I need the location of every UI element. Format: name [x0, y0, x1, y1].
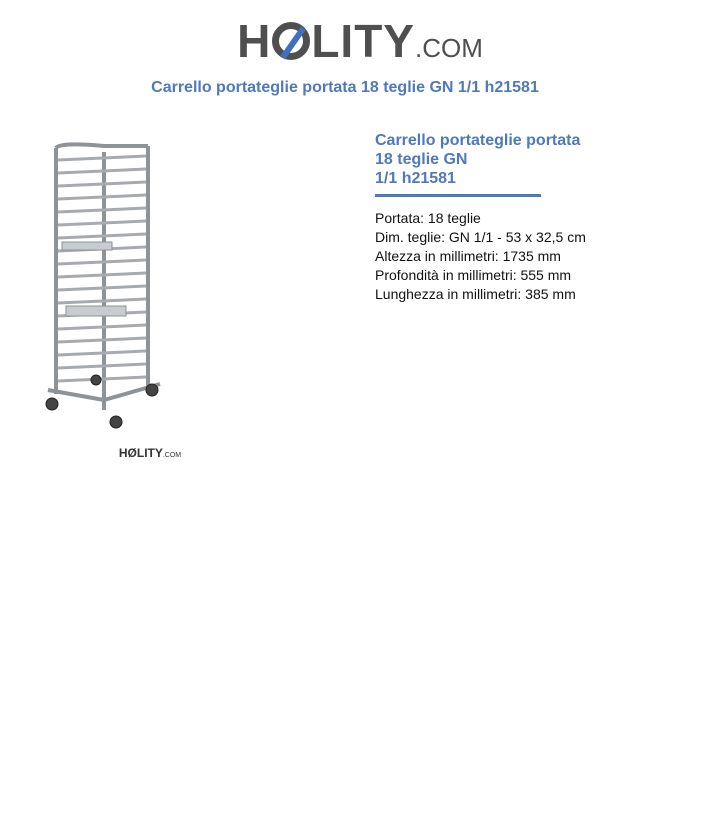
product-detail: [375, 131, 695, 304]
logo-domain: .COM: [415, 33, 483, 63]
spec-length: Lunghezza in millimetri: 385 mm: [375, 286, 576, 302]
page-title: Carrello portateglie portata 18 teglie GN 1/1 h21581: [151, 79, 539, 96]
product-title-line: 18 teglie GN: [375, 151, 468, 168]
small-logo-h: H: [118, 446, 128, 460]
title-divider: [375, 194, 541, 197]
spec-capacity: Portata: 18 teglie: [375, 210, 481, 226]
spec-height: Altezza in millimetri: 1735 mm: [375, 248, 561, 264]
logo-text-lity: LITY: [311, 15, 415, 67]
spec-tray-dimensions: Dim. teglie: GN 1/1 - 53 x 32,5 cm: [375, 229, 586, 245]
logo-text-h: H: [237, 15, 272, 67]
small-logo: [100, 446, 200, 460]
small-logo-o-icon: Ø: [127, 446, 137, 460]
site-logo[interactable]: [0, 14, 720, 75]
spec-depth: Profondità in millimetri: 555 mm: [375, 267, 572, 283]
small-logo-domain: .COM: [162, 452, 182, 459]
product-image: [38, 138, 168, 438]
product-title-line: 1/1 h21581: [375, 170, 456, 187]
product-title: [375, 131, 695, 188]
product-title-line: Carrello portateglie portata: [375, 132, 581, 149]
small-logo-lity: LITY: [136, 446, 163, 460]
logo-o-icon: [272, 22, 310, 60]
trolley-trays: [62, 242, 126, 316]
